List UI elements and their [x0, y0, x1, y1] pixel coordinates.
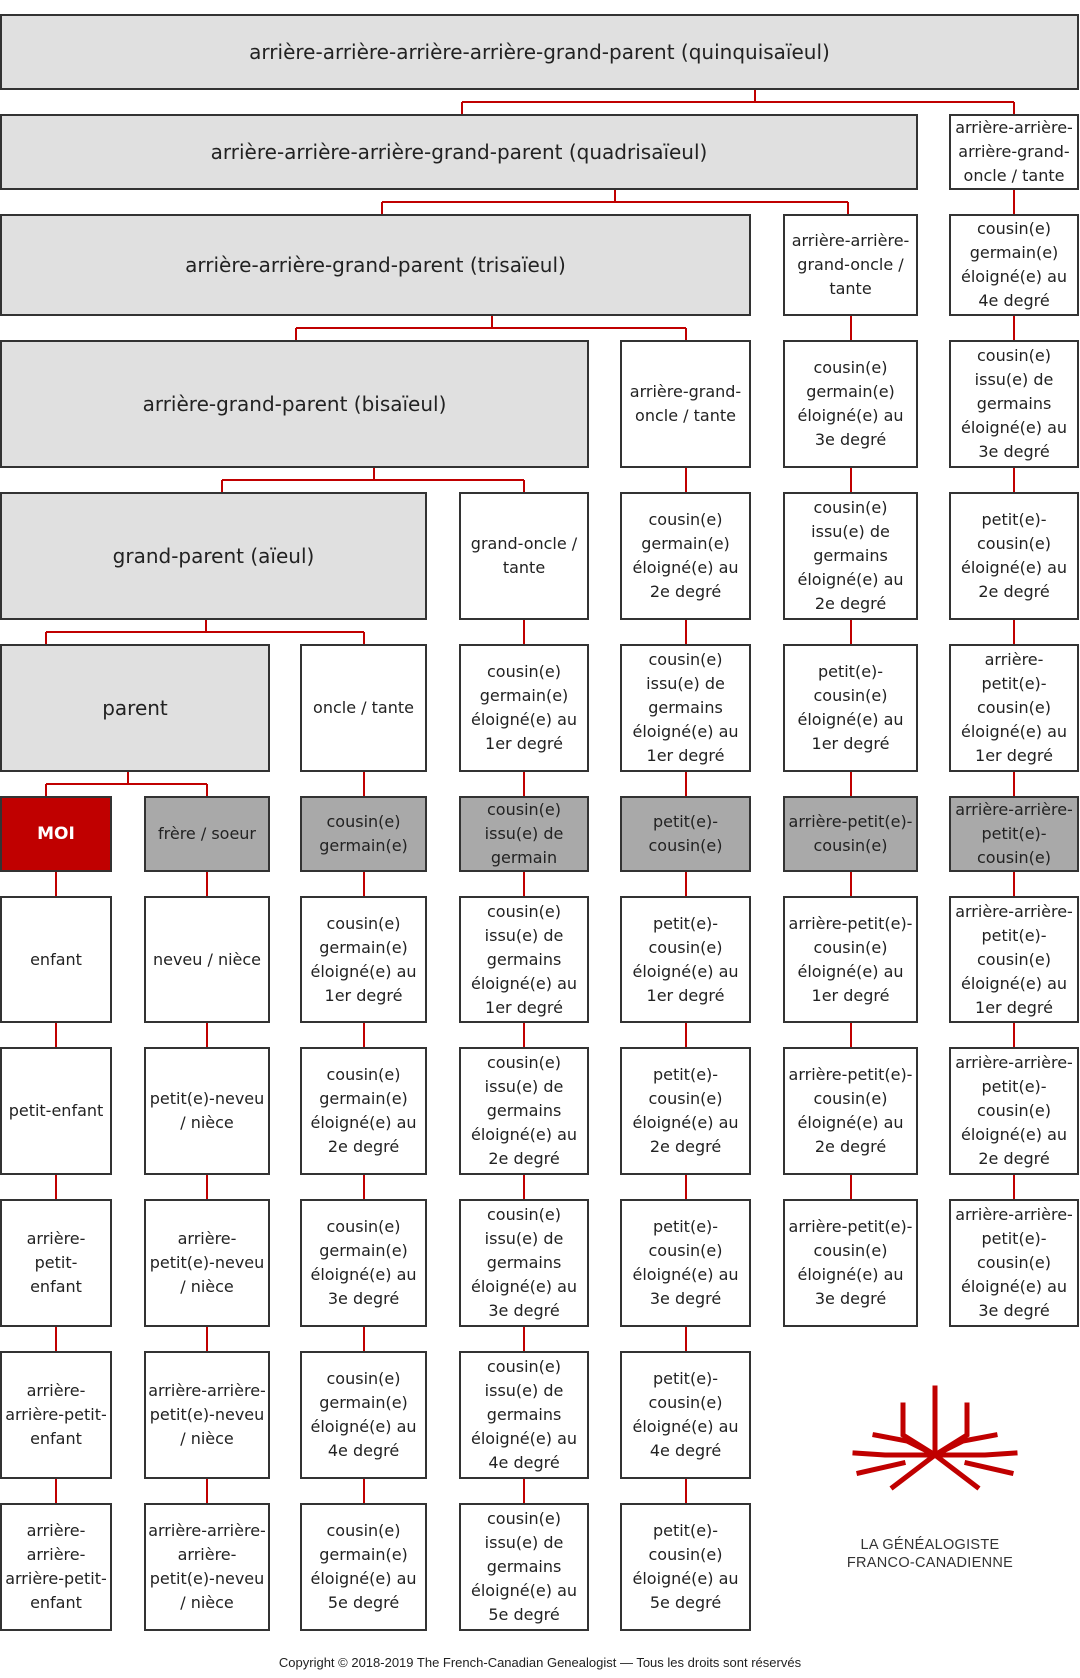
relationship-box-parent: parent — [0, 644, 270, 772]
relationship-box-aa-oncle: arrière-arrière- grand-oncle / tante — [783, 214, 918, 316]
relationship-box-d3-c3: cousin(e) germain(e) éloigné(e) au 3e degré — [300, 1199, 427, 1327]
relationship-box-r4-c5: cousin(e) germain(e) éloigné(e) au 2e degré — [620, 492, 751, 620]
relationship-box-d1-c1: enfant — [0, 896, 112, 1023]
relationship-box-r5-c4: cousin(e) germain(e) éloigné(e) au 1er degré — [459, 644, 589, 772]
relationship-box-oncle: oncle / tante — [300, 644, 427, 772]
relationship-box-grand-oncle: grand-oncle / tante — [459, 492, 589, 620]
relationship-box-d3-c4: cousin(e) issu(e) de germains éloigné(e) au 3e degré — [459, 1199, 589, 1327]
relationship-box-d5-c3: cousin(e) germain(e) éloigné(e) au 5e degré — [300, 1503, 427, 1631]
relationship-box-d4-c5: petit(e)- cousin(e) éloigné(e) au 4e degré — [620, 1351, 751, 1479]
relationship-box-r3-c7: cousin(e) issu(e) de germains éloigné(e) au 3e degré — [949, 340, 1079, 468]
relationship-box-d2-c5: petit(e)- cousin(e) éloigné(e) au 2e degré — [620, 1047, 751, 1175]
relationship-box-quadrisaieul: arrière-arrière-arrière-grand-parent (quadrisaïeul) — [0, 114, 918, 190]
relationship-box-r3-c6: cousin(e) germain(e) éloigné(e) au 3e degré — [783, 340, 918, 468]
relationship-box-d1-c5: petit(e)- cousin(e) éloigné(e) au 1er degré — [620, 896, 751, 1023]
relationship-box-trisaieul: arrière-arrière-grand-parent (trisaïeul) — [0, 214, 751, 316]
logo-text: LA GÉNÉALOGISTE FRANCO-CANADIENNE — [846, 1537, 1014, 1571]
copyright-notice: Copyright © 2018-2019 The French-Canadian Genealogist — Tous les droits sont réservés — [278, 1655, 802, 1670]
relationship-box-g-c4: cousin(e) issu(e) de germain — [459, 796, 589, 872]
relationship-box-d4-c1: arrière- arrière-petit- enfant — [0, 1351, 112, 1479]
relationship-box-d3-c1: arrière- petit- enfant — [0, 1199, 112, 1327]
relationship-box-d1-c2: neveu / nièce — [144, 896, 270, 1023]
relationship-box-moi: MOI — [0, 796, 112, 872]
relationship-box-d5-c5: petit(e)- cousin(e) éloigné(e) au 5e degré — [620, 1503, 751, 1631]
relationship-box-d1-c6: arrière-petit(e)- cousin(e) éloigné(e) au 1er degré — [783, 896, 918, 1023]
relationship-box-g-c6: arrière-petit(e)- cousin(e) — [783, 796, 918, 872]
relationship-box-d2-c1: petit-enfant — [0, 1047, 112, 1175]
relationship-box-d2-c6: arrière-petit(e)- cousin(e) éloigné(e) au 2e degré — [783, 1047, 918, 1175]
relationship-box-d1-c3: cousin(e) germain(e) éloigné(e) au 1er degré — [300, 896, 427, 1023]
relationship-box-r5-c5: cousin(e) issu(e) de germains éloigné(e) au 1er degré — [620, 644, 751, 772]
relationship-box-aieul: grand-parent (aïeul) — [0, 492, 427, 620]
relationship-box-frere: frère / soeur — [144, 796, 270, 872]
relationship-box-a-oncle: arrière-grand- oncle / tante — [620, 340, 751, 468]
relationship-box-d4-c2: arrière-arrière- petit(e)-neveu / nièce — [144, 1351, 270, 1479]
relationship-box-g-c7: arrière-arrière- petit(e)- cousin(e) — [949, 796, 1079, 872]
relationship-box-d4-c3: cousin(e) germain(e) éloigné(e) au 4e degré — [300, 1351, 427, 1479]
relationship-box-r5-c7: arrière-petit(e)- cousin(e) éloigné(e) au 1er degré — [949, 644, 1079, 772]
relationship-box-d2-c3: cousin(e) germain(e) éloigné(e) au 2e degré — [300, 1047, 427, 1175]
relationship-box-d5-c2: arrière-arrière- arrière- petit(e)-neveu / nièce — [144, 1503, 270, 1631]
relationship-box-d2-c4: cousin(e) issu(e) de germains éloigné(e) au 2e degré — [459, 1047, 589, 1175]
relationship-box-d2-c7: arrière-arrière- petit(e)- cousin(e) éloigné(e) au 2e degré — [949, 1047, 1079, 1175]
relationship-box-quinquisaieul: arrière-arrière-arrière-arrière-grand-parent (quinquisaïeul) — [0, 14, 1079, 90]
relationship-box-aaa-oncle: arrière-arrière- arrière-grand- oncle / tante — [949, 114, 1079, 190]
relationship-box-d3-c6: arrière-petit(e)- cousin(e) éloigné(e) au 3e degré — [783, 1199, 918, 1327]
relationship-box-g-c5: petit(e)- cousin(e) — [620, 796, 751, 872]
maple-leaf-icon — [845, 1383, 1025, 1493]
relationship-box-r4-c6: cousin(e) issu(e) de germains éloigné(e) au 2e degré — [783, 492, 918, 620]
relationship-box-d5-c4: cousin(e) issu(e) de germains éloigné(e) au 5e degré — [459, 1503, 589, 1631]
relationship-box-d1-c7: arrière-arrière- petit(e)- cousin(e) éloigné(e) au 1er degré — [949, 896, 1079, 1023]
relationship-box-g-c3: cousin(e) germain(e) — [300, 796, 427, 872]
relationship-box-d5-c1: arrière- arrière- arrière-petit- enfant — [0, 1503, 112, 1631]
relationship-box-r5-c6: petit(e)- cousin(e) éloigné(e) au 1er degré — [783, 644, 918, 772]
relationship-box-d3-c2: arrière- petit(e)-neveu / nièce — [144, 1199, 270, 1327]
relationship-box-r2-c7: cousin(e) germain(e) éloigné(e) au 4e degré — [949, 214, 1079, 316]
relationship-box-d3-c7: arrière-arrière- petit(e)- cousin(e) éloigné(e) au 3e degré — [949, 1199, 1079, 1327]
relationship-box-bisaieul: arrière-grand-parent (bisaïeul) — [0, 340, 589, 468]
relationship-box-d4-c4: cousin(e) issu(e) de germains éloigné(e) au 4e degré — [459, 1351, 589, 1479]
relationship-box-d3-c5: petit(e)- cousin(e) éloigné(e) au 3e degré — [620, 1199, 751, 1327]
relationship-box-r4-c7: petit(e)- cousin(e) éloigné(e) au 2e degré — [949, 492, 1079, 620]
relationship-box-d1-c4: cousin(e) issu(e) de germains éloigné(e) au 1er degré — [459, 896, 589, 1023]
relationship-box-d2-c2: petit(e)-neveu / nièce — [144, 1047, 270, 1175]
